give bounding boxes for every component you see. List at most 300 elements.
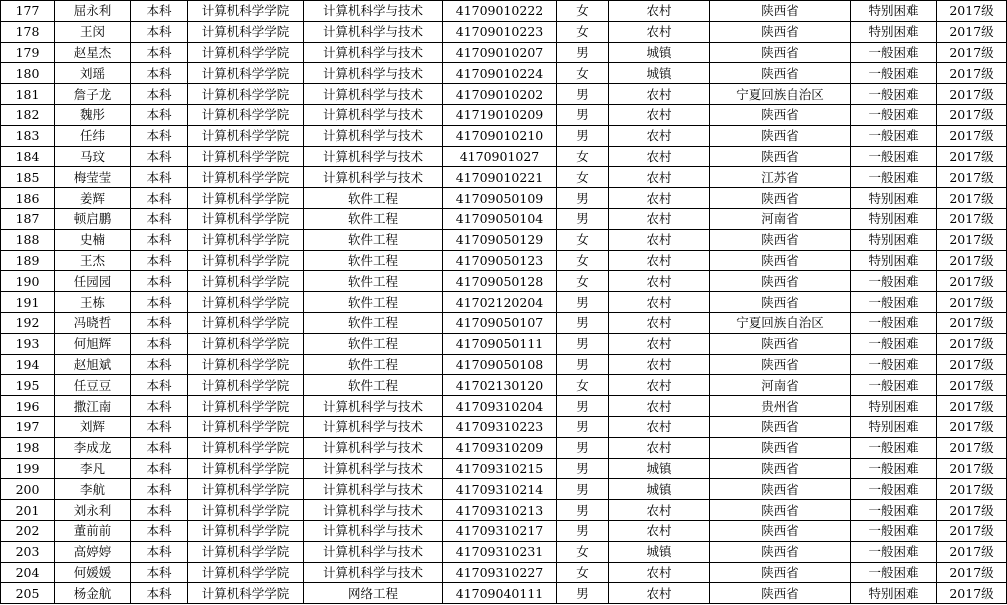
province-cell: 江苏省 [710, 167, 851, 188]
education-level-cell: 本科 [131, 250, 188, 271]
student-name-cell: 魏彤 [55, 104, 131, 125]
student-id-cell: 41709050104 [443, 208, 557, 229]
major-cell: 网络工程 [304, 583, 443, 604]
grade-cell: 2017级 [937, 500, 1007, 521]
difficulty-level-cell: 特别困难 [851, 250, 937, 271]
province-cell: 陕西省 [710, 21, 851, 42]
gender-cell: 女 [557, 375, 609, 396]
gender-cell: 女 [557, 562, 609, 583]
grade-cell: 2017级 [937, 479, 1007, 500]
gender-cell: 男 [557, 354, 609, 375]
major-cell: 软件工程 [304, 292, 443, 313]
college-cell: 计算机科学学院 [188, 21, 304, 42]
gender-cell: 女 [557, 63, 609, 84]
difficulty-level-cell: 一般困难 [851, 271, 937, 292]
student-name-cell: 梅莹莹 [55, 167, 131, 188]
province-cell: 贵州省 [710, 396, 851, 417]
row-number-cell: 192 [1, 312, 55, 333]
table-row [1, 208, 1007, 229]
table-row [1, 146, 1007, 167]
student-name-cell: 何媛媛 [55, 562, 131, 583]
major-cell: 计算机科学与技术 [304, 520, 443, 541]
table-row [1, 562, 1007, 583]
gender-cell: 男 [557, 416, 609, 437]
difficulty-level-cell: 特别困难 [851, 1, 937, 22]
grade-cell: 2017级 [937, 354, 1007, 375]
student-id-cell: 41709310223 [443, 416, 557, 437]
residence-type-cell: 城镇 [609, 458, 710, 479]
college-cell: 计算机科学学院 [188, 333, 304, 354]
education-level-cell: 本科 [131, 541, 188, 562]
difficulty-level-cell: 特别困难 [851, 21, 937, 42]
gender-cell: 女 [557, 146, 609, 167]
major-cell: 软件工程 [304, 250, 443, 271]
province-cell: 宁夏回族自治区 [710, 84, 851, 105]
student-id-cell: 41709310215 [443, 458, 557, 479]
province-cell: 宁夏回族自治区 [710, 312, 851, 333]
difficulty-level-cell: 一般困难 [851, 500, 937, 521]
gender-cell: 女 [557, 271, 609, 292]
residence-type-cell: 城镇 [609, 541, 710, 562]
education-level-cell: 本科 [131, 21, 188, 42]
row-number-cell: 201 [1, 500, 55, 521]
residence-type-cell: 农村 [609, 416, 710, 437]
student-id-cell: 41709310217 [443, 520, 557, 541]
college-cell: 计算机科学学院 [188, 146, 304, 167]
education-level-cell: 本科 [131, 42, 188, 63]
province-cell: 陕西省 [710, 271, 851, 292]
row-number-cell: 177 [1, 1, 55, 22]
education-level-cell: 本科 [131, 188, 188, 209]
gender-cell: 男 [557, 104, 609, 125]
student-id-cell: 41709310209 [443, 437, 557, 458]
row-number-cell: 200 [1, 479, 55, 500]
grade-cell: 2017级 [937, 167, 1007, 188]
student-name-cell: 任豆豆 [55, 375, 131, 396]
major-cell: 软件工程 [304, 333, 443, 354]
grade-cell: 2017级 [937, 271, 1007, 292]
table-row [1, 250, 1007, 271]
province-cell: 陕西省 [710, 416, 851, 437]
difficulty-level-cell: 一般困难 [851, 375, 937, 396]
grade-cell: 2017级 [937, 333, 1007, 354]
table-row [1, 229, 1007, 250]
grade-cell: 2017级 [937, 84, 1007, 105]
row-number-cell: 203 [1, 541, 55, 562]
row-number-cell: 202 [1, 520, 55, 541]
row-number-cell: 182 [1, 104, 55, 125]
difficulty-level-cell: 一般困难 [851, 562, 937, 583]
residence-type-cell: 农村 [609, 229, 710, 250]
province-cell: 陕西省 [710, 333, 851, 354]
grade-cell: 2017级 [937, 42, 1007, 63]
residence-type-cell: 农村 [609, 125, 710, 146]
table-row [1, 458, 1007, 479]
student-id-cell: 41709040111 [443, 583, 557, 604]
major-cell: 计算机科学与技术 [304, 167, 443, 188]
gender-cell: 男 [557, 583, 609, 604]
college-cell: 计算机科学学院 [188, 541, 304, 562]
table-row [1, 541, 1007, 562]
grade-cell: 2017级 [937, 541, 1007, 562]
gender-cell: 男 [557, 437, 609, 458]
education-level-cell: 本科 [131, 354, 188, 375]
table-row [1, 500, 1007, 521]
student-name-cell: 何旭辉 [55, 333, 131, 354]
residence-type-cell: 农村 [609, 188, 710, 209]
college-cell: 计算机科学学院 [188, 208, 304, 229]
student-id-cell: 41709010202 [443, 84, 557, 105]
row-number-cell: 198 [1, 437, 55, 458]
student-id-cell: 41709010221 [443, 167, 557, 188]
table-body [1, 1, 1007, 604]
table-row [1, 125, 1007, 146]
difficulty-level-cell: 一般困难 [851, 312, 937, 333]
gender-cell: 男 [557, 458, 609, 479]
student-id-cell: 41709310231 [443, 541, 557, 562]
major-cell: 计算机科学与技术 [304, 416, 443, 437]
major-cell: 软件工程 [304, 229, 443, 250]
student-name-cell: 李航 [55, 479, 131, 500]
major-cell: 计算机科学与技术 [304, 541, 443, 562]
student-id-cell: 41709310214 [443, 479, 557, 500]
major-cell: 计算机科学与技术 [304, 125, 443, 146]
difficulty-level-cell: 一般困难 [851, 104, 937, 125]
college-cell: 计算机科学学院 [188, 458, 304, 479]
table-row [1, 84, 1007, 105]
row-number-cell: 181 [1, 84, 55, 105]
major-cell: 软件工程 [304, 271, 443, 292]
education-level-cell: 本科 [131, 375, 188, 396]
college-cell: 计算机科学学院 [188, 42, 304, 63]
education-level-cell: 本科 [131, 396, 188, 417]
table-row [1, 1, 1007, 22]
residence-type-cell: 城镇 [609, 63, 710, 84]
difficulty-level-cell: 一般困难 [851, 458, 937, 479]
grade-cell: 2017级 [937, 104, 1007, 125]
education-level-cell: 本科 [131, 271, 188, 292]
difficulty-level-cell: 一般困难 [851, 292, 937, 313]
difficulty-level-cell: 一般困难 [851, 42, 937, 63]
row-number-cell: 185 [1, 167, 55, 188]
student-id-cell: 41702120204 [443, 292, 557, 313]
residence-type-cell: 农村 [609, 1, 710, 22]
student-name-cell: 刘永利 [55, 500, 131, 521]
residence-type-cell: 农村 [609, 354, 710, 375]
major-cell: 计算机科学与技术 [304, 562, 443, 583]
college-cell: 计算机科学学院 [188, 375, 304, 396]
row-number-cell: 189 [1, 250, 55, 271]
residence-type-cell: 农村 [609, 312, 710, 333]
residence-type-cell: 农村 [609, 520, 710, 541]
grade-cell: 2017级 [937, 63, 1007, 84]
student-id-cell: 41709050123 [443, 250, 557, 271]
residence-type-cell: 农村 [609, 375, 710, 396]
residence-type-cell: 农村 [609, 208, 710, 229]
college-cell: 计算机科学学院 [188, 396, 304, 417]
province-cell: 陕西省 [710, 292, 851, 313]
major-cell: 计算机科学与技术 [304, 21, 443, 42]
student-name-cell: 赵星杰 [55, 42, 131, 63]
major-cell: 软件工程 [304, 312, 443, 333]
province-cell: 河南省 [710, 208, 851, 229]
student-id-cell: 41709050129 [443, 229, 557, 250]
student-name-cell: 李凡 [55, 458, 131, 479]
residence-type-cell: 农村 [609, 437, 710, 458]
table-row [1, 416, 1007, 437]
major-cell: 计算机科学与技术 [304, 396, 443, 417]
province-cell: 陕西省 [710, 479, 851, 500]
gender-cell: 男 [557, 188, 609, 209]
row-number-cell: 187 [1, 208, 55, 229]
difficulty-level-cell: 特别困难 [851, 396, 937, 417]
province-cell: 陕西省 [710, 583, 851, 604]
gender-cell: 女 [557, 21, 609, 42]
gender-cell: 男 [557, 42, 609, 63]
residence-type-cell: 城镇 [609, 42, 710, 63]
difficulty-level-cell: 一般困难 [851, 146, 937, 167]
province-cell: 陕西省 [710, 63, 851, 84]
table-row [1, 375, 1007, 396]
student-id-cell: 41709050109 [443, 188, 557, 209]
province-cell: 陕西省 [710, 500, 851, 521]
grade-cell: 2017级 [937, 583, 1007, 604]
major-cell: 计算机科学与技术 [304, 479, 443, 500]
residence-type-cell: 农村 [609, 167, 710, 188]
college-cell: 计算机科学学院 [188, 500, 304, 521]
table-row [1, 104, 1007, 125]
education-level-cell: 本科 [131, 1, 188, 22]
grade-cell: 2017级 [937, 292, 1007, 313]
college-cell: 计算机科学学院 [188, 271, 304, 292]
difficulty-level-cell: 特别困难 [851, 229, 937, 250]
gender-cell: 男 [557, 312, 609, 333]
student-name-cell: 董前前 [55, 520, 131, 541]
residence-type-cell: 农村 [609, 21, 710, 42]
student-name-cell: 杨金航 [55, 583, 131, 604]
gender-cell: 女 [557, 1, 609, 22]
row-number-cell: 193 [1, 333, 55, 354]
student-name-cell: 王栋 [55, 292, 131, 313]
gender-cell: 男 [557, 396, 609, 417]
residence-type-cell: 农村 [609, 250, 710, 271]
student-id-cell: 41709310227 [443, 562, 557, 583]
major-cell: 计算机科学与技术 [304, 84, 443, 105]
education-level-cell: 本科 [131, 437, 188, 458]
province-cell: 陕西省 [710, 125, 851, 146]
gender-cell: 女 [557, 541, 609, 562]
student-name-cell: 马玟 [55, 146, 131, 167]
province-cell: 河南省 [710, 375, 851, 396]
student-name-cell: 顿启鹏 [55, 208, 131, 229]
table-row [1, 21, 1007, 42]
row-number-cell: 197 [1, 416, 55, 437]
residence-type-cell: 农村 [609, 396, 710, 417]
grade-cell: 2017级 [937, 416, 1007, 437]
row-number-cell: 195 [1, 375, 55, 396]
student-name-cell: 冯晓哲 [55, 312, 131, 333]
table-row [1, 583, 1007, 604]
major-cell: 软件工程 [304, 354, 443, 375]
student-name-cell: 王闵 [55, 21, 131, 42]
table-row [1, 63, 1007, 84]
college-cell: 计算机科学学院 [188, 416, 304, 437]
residence-type-cell: 农村 [609, 84, 710, 105]
major-cell: 软件工程 [304, 188, 443, 209]
residence-type-cell: 农村 [609, 292, 710, 313]
row-number-cell: 196 [1, 396, 55, 417]
grade-cell: 2017级 [937, 146, 1007, 167]
college-cell: 计算机科学学院 [188, 84, 304, 105]
college-cell: 计算机科学学院 [188, 1, 304, 22]
table-row [1, 520, 1007, 541]
major-cell: 计算机科学与技术 [304, 63, 443, 84]
college-cell: 计算机科学学院 [188, 292, 304, 313]
table-row [1, 333, 1007, 354]
province-cell: 陕西省 [710, 354, 851, 375]
college-cell: 计算机科学学院 [188, 188, 304, 209]
province-cell: 陕西省 [710, 146, 851, 167]
education-level-cell: 本科 [131, 104, 188, 125]
gender-cell: 男 [557, 208, 609, 229]
college-cell: 计算机科学学院 [188, 562, 304, 583]
table-row [1, 354, 1007, 375]
row-number-cell: 204 [1, 562, 55, 583]
table-row [1, 42, 1007, 63]
education-level-cell: 本科 [131, 312, 188, 333]
province-cell: 陕西省 [710, 188, 851, 209]
grade-cell: 2017级 [937, 562, 1007, 583]
difficulty-level-cell: 一般困难 [851, 520, 937, 541]
college-cell: 计算机科学学院 [188, 167, 304, 188]
student-id-cell: 41709310204 [443, 396, 557, 417]
grade-cell: 2017级 [937, 21, 1007, 42]
difficulty-level-cell: 一般困难 [851, 354, 937, 375]
education-level-cell: 本科 [131, 520, 188, 541]
row-number-cell: 190 [1, 271, 55, 292]
table-row [1, 188, 1007, 209]
table-row [1, 292, 1007, 313]
gender-cell: 男 [557, 500, 609, 521]
student-id-cell: 41709010210 [443, 125, 557, 146]
province-cell: 陕西省 [710, 1, 851, 22]
education-level-cell: 本科 [131, 292, 188, 313]
student-id-cell: 41709050128 [443, 271, 557, 292]
gender-cell: 男 [557, 333, 609, 354]
row-number-cell: 199 [1, 458, 55, 479]
residence-type-cell: 农村 [609, 562, 710, 583]
province-cell: 陕西省 [710, 104, 851, 125]
province-cell: 陕西省 [710, 562, 851, 583]
grade-cell: 2017级 [937, 437, 1007, 458]
college-cell: 计算机科学学院 [188, 63, 304, 84]
table-row [1, 396, 1007, 417]
difficulty-level-cell: 一般困难 [851, 333, 937, 354]
student-id-cell: 41719010209 [443, 104, 557, 125]
student-name-cell: 王杰 [55, 250, 131, 271]
major-cell: 软件工程 [304, 208, 443, 229]
student-name-cell: 刘辉 [55, 416, 131, 437]
gender-cell: 女 [557, 167, 609, 188]
row-number-cell: 183 [1, 125, 55, 146]
grade-cell: 2017级 [937, 312, 1007, 333]
table-row [1, 271, 1007, 292]
residence-type-cell: 城镇 [609, 479, 710, 500]
residence-type-cell: 农村 [609, 583, 710, 604]
education-level-cell: 本科 [131, 583, 188, 604]
row-number-cell: 188 [1, 229, 55, 250]
education-level-cell: 本科 [131, 146, 188, 167]
grade-cell: 2017级 [937, 229, 1007, 250]
student-name-cell: 高婷婷 [55, 541, 131, 562]
student-id-cell: 4170901027 [443, 146, 557, 167]
student-name-cell: 刘瑶 [55, 63, 131, 84]
grade-cell: 2017级 [937, 188, 1007, 209]
major-cell: 计算机科学与技术 [304, 146, 443, 167]
residence-type-cell: 农村 [609, 500, 710, 521]
gender-cell: 女 [557, 250, 609, 271]
student-id-cell: 41709010207 [443, 42, 557, 63]
difficulty-level-cell: 特别困难 [851, 208, 937, 229]
student-name-cell: 李成龙 [55, 437, 131, 458]
difficulty-level-cell: 特别困难 [851, 416, 937, 437]
student-name-cell: 任纬 [55, 125, 131, 146]
education-level-cell: 本科 [131, 125, 188, 146]
difficulty-level-cell: 一般困难 [851, 84, 937, 105]
row-number-cell: 194 [1, 354, 55, 375]
residence-type-cell: 农村 [609, 104, 710, 125]
row-number-cell: 186 [1, 188, 55, 209]
gender-cell: 男 [557, 84, 609, 105]
grade-cell: 2017级 [937, 208, 1007, 229]
college-cell: 计算机科学学院 [188, 229, 304, 250]
difficulty-level-cell: 一般困难 [851, 167, 937, 188]
difficulty-level-cell: 一般困难 [851, 479, 937, 500]
gender-cell: 男 [557, 125, 609, 146]
major-cell: 计算机科学与技术 [304, 500, 443, 521]
gender-cell: 男 [557, 520, 609, 541]
student-name-cell: 史楠 [55, 229, 131, 250]
student-id-cell: 41709310213 [443, 500, 557, 521]
student-name-cell: 赵旭斌 [55, 354, 131, 375]
student-id-cell: 41709010224 [443, 63, 557, 84]
student-id-cell: 41702130120 [443, 375, 557, 396]
row-number-cell: 180 [1, 63, 55, 84]
difficulty-level-cell: 特别困难 [851, 188, 937, 209]
difficulty-level-cell: 一般困难 [851, 63, 937, 84]
row-number-cell: 184 [1, 146, 55, 167]
student-name-cell: 撒江南 [55, 396, 131, 417]
province-cell: 陕西省 [710, 229, 851, 250]
education-level-cell: 本科 [131, 63, 188, 84]
student-name-cell: 詹子龙 [55, 84, 131, 105]
major-cell: 计算机科学与技术 [304, 42, 443, 63]
college-cell: 计算机科学学院 [188, 125, 304, 146]
education-level-cell: 本科 [131, 458, 188, 479]
education-level-cell: 本科 [131, 416, 188, 437]
college-cell: 计算机科学学院 [188, 479, 304, 500]
student-id-cell: 41709050111 [443, 333, 557, 354]
student-name-cell: 任园园 [55, 271, 131, 292]
grade-cell: 2017级 [937, 520, 1007, 541]
residence-type-cell: 农村 [609, 271, 710, 292]
grade-cell: 2017级 [937, 250, 1007, 271]
difficulty-level-cell: 一般困难 [851, 125, 937, 146]
gender-cell: 女 [557, 229, 609, 250]
college-cell: 计算机科学学院 [188, 437, 304, 458]
province-cell: 陕西省 [710, 250, 851, 271]
student-id-cell: 41709050108 [443, 354, 557, 375]
